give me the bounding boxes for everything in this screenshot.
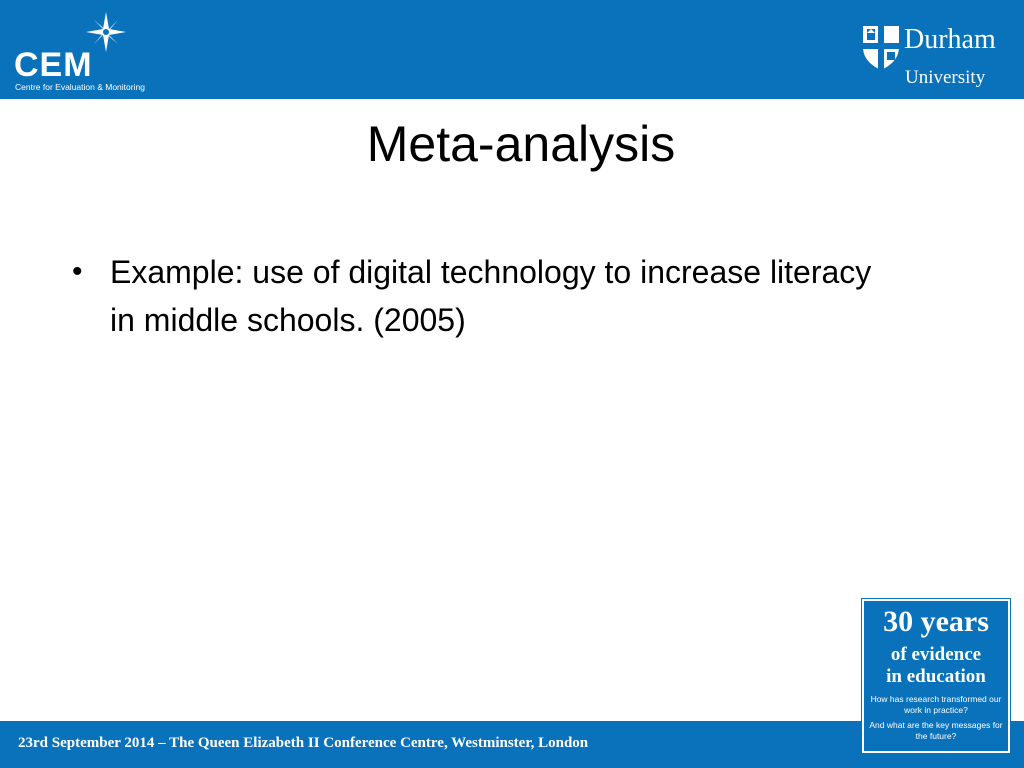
badge-line-2: in education xyxy=(886,666,986,687)
bullet-dot-icon: • xyxy=(72,255,83,288)
badge-question-2: And what are the key messages for the future? xyxy=(869,720,1003,741)
anniversary-badge xyxy=(862,599,1010,753)
badge-question-1: How has research transformed our work in practice? xyxy=(870,694,1002,715)
cem-logo-subtitle: Centre for Evaluation & Monitoring xyxy=(15,82,145,92)
badge-headline: 30 years xyxy=(883,605,989,638)
durham-logo-subtitle: University xyxy=(905,67,986,88)
header-bar xyxy=(0,0,1024,99)
cem-logo-name: CEM xyxy=(14,46,93,84)
durham-logo-name: Durham xyxy=(904,24,996,55)
badge-line-1: of evidence xyxy=(890,644,982,665)
shield-crest-icon xyxy=(862,25,900,71)
slide-title: Meta-analysis xyxy=(366,116,676,172)
durham-university-logo xyxy=(862,25,1012,93)
footer-text: 23rd September 2014 – The Queen Elizabeth II Conference Centre, Westminster, London xyxy=(18,735,589,751)
bullet-item xyxy=(70,248,890,344)
bullet-text: Example: use of digital technology to increase literacy in middle schools. (2005) xyxy=(110,254,872,338)
cem-logo xyxy=(14,10,164,94)
bullet-list xyxy=(70,248,890,344)
